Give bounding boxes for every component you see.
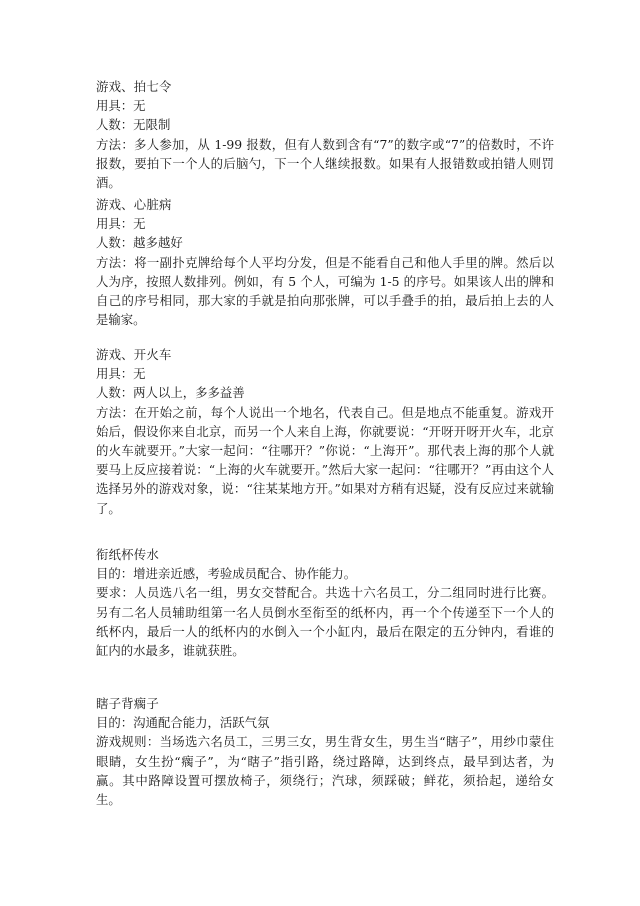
section-line: 用具：无 bbox=[96, 366, 146, 382]
section-title: 游戏、开火车 bbox=[96, 347, 172, 362]
section-line: 人数：越多越好 bbox=[96, 235, 183, 251]
game-section-xianzhibei bbox=[96, 545, 554, 660]
section-line: 方法：多人参加，从 1-99 报数，但有人数到含有“7”的数字或“7”的倍数时，不许报数，要拍下一个人的后脑勺，下一个人继续报数。如果有人报错数或拍错人则罚酒。 bbox=[96, 136, 554, 191]
section-line: 用具：无 bbox=[96, 216, 146, 232]
section-line: 目的：增进亲近感，考验成员配合、协作能力。 bbox=[96, 566, 357, 582]
game-section-paiqiling bbox=[96, 77, 554, 192]
game-section-xinzangbing bbox=[96, 195, 554, 329]
section-line: 方法：在开始之前，每个人说出一个地名，代表自己。但是地点不能重复。游戏开始后，假设你来自北京，而另一个人来自上海，你就要说：“开呀开呀开火车，北京的火车就要开。”大家一起问：“往哪开？”你说：“上海开”。那代表上海的那个人就要马上反应接着说：“上海的火车就要开。”然后大家一起问：“往哪开？”再由这个人选择另外的游戏对象，说：“往某某地方开。”如果对方稍有迟疑，没有反应过来就输了。 bbox=[96, 404, 554, 516]
section-line: 用具：无 bbox=[96, 98, 146, 114]
section-line: 目的：沟通配合能力，活跃气氛 bbox=[96, 715, 270, 731]
game-section-kaihuoche bbox=[96, 345, 554, 518]
section-title: 瞎子背瘸子 bbox=[96, 696, 159, 711]
section-title: 游戏、心脏病 bbox=[96, 197, 172, 212]
game-section-xiazibeiquezi bbox=[96, 694, 554, 809]
section-line: 人数：无限制 bbox=[96, 117, 171, 133]
section-line: 人数：两人以上，多多益善 bbox=[96, 385, 245, 401]
section-title: 衔纸杯传水 bbox=[96, 547, 159, 562]
section-line: 游戏规则：当场选六名员工，三男三女，男生背女生，男生当“瞎子”，用纱巾蒙住眼睛，女生扮“瘸子”，为“瞎子”指引路，绕过路障，达到终点，最早到达者，为赢。其中路障设置可摆放椅子，须绕行；汽球，须踩破；鲜花，须拾起，递给女生。 bbox=[96, 734, 554, 808]
section-line: 方法：将一副扑克牌给每个人平均分发，但是不能看自己和他人手里的牌。然后以人为序，按照人数排列。例如，有 5 个人，可编为 1-5 的序号。如果该人出的牌和自己的序号相同，那大家的手就是拍向那张牌，可以手叠手的拍，最后拍上去的人是输家。 bbox=[96, 254, 554, 328]
section-line: 要求：人员选八名一组，男女交替配合。共选十六名员工，分二组同时进行比赛。另有二名人员辅助组第一名人员倒水至衔至的纸杯内，再一个个传递至下一个人的纸杯内，最后一人的纸杯内的水倒入一个小缸内，最后在限定的五分钟内，看谁的缸内的水最多，谁就获胜。 bbox=[96, 585, 554, 659]
section-title: 游戏、拍七令 bbox=[96, 79, 172, 94]
